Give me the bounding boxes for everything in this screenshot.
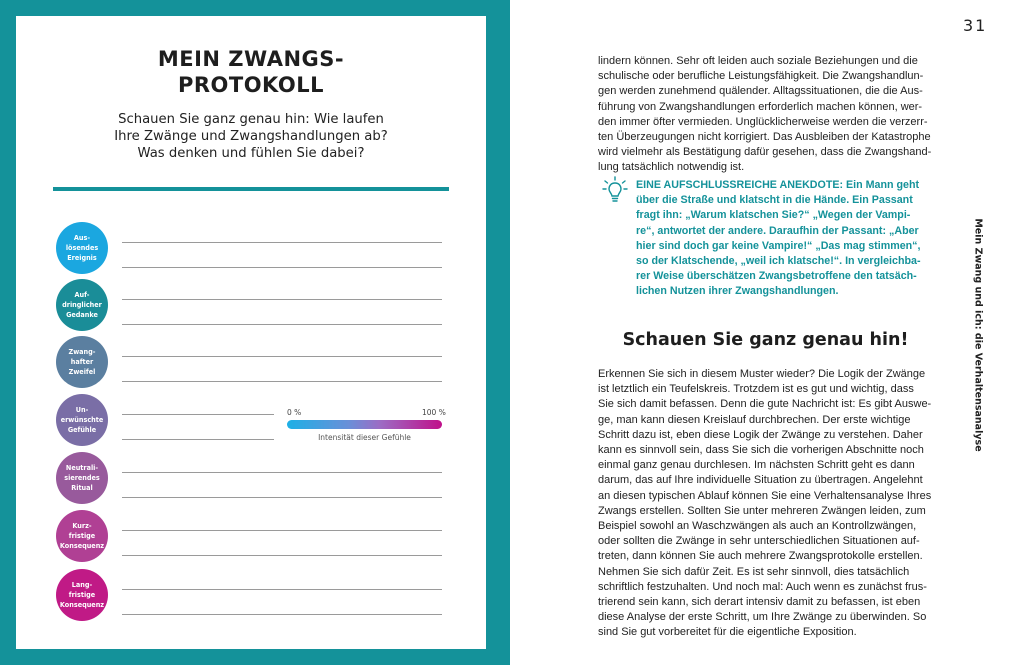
writing-line[interactable] [122, 414, 274, 415]
page-number: 31 [963, 16, 988, 35]
intensity-scale-bar [287, 420, 442, 429]
text-line: führung von Zwangshandlungen erforderlich machen können, wer- [598, 100, 923, 113]
writing-line[interactable] [122, 381, 442, 382]
text-line: ge, man kann diesen Kreislauf durchbrechen. Der erste wichtige [598, 413, 911, 426]
step-circle: Zwang- hafter Zweifel [56, 336, 108, 388]
text-line: ten Überzeugungen nicht korrigiert. Das Ausbleiben der Katastrophe [598, 131, 931, 144]
paragraph-1 [598, 54, 933, 176]
writing-line[interactable] [122, 530, 442, 531]
anecdote-line: so der Klatschende, „weil ich klatsche!“. In vergleichba- [636, 255, 921, 268]
section-heading: Schauen Sie ganz genau hin! [622, 330, 909, 350]
text-line: darum, das auf Ihre individuelle Situation zu übertragen. Angelehnt [598, 474, 923, 487]
lightbulb-icon [602, 176, 628, 204]
step-circle: Kurz- fristige Konsequenz [56, 510, 108, 562]
text-line: treten, dann können Sie auch mehrere Zwangsprotokolle erstellen. [598, 550, 923, 563]
text-line: diese Analyse der erste Schritt, um Ihre Zwänge zu überwinden. So [598, 611, 927, 624]
intro-line: Was denken und fühlen Sie dabei? [137, 146, 365, 161]
step-circle: Auf- dringlicher Gedanke [56, 279, 108, 331]
intro-line: Ihre Zwänge und Zwangshandlungen ab? [114, 129, 388, 144]
text-line: trierend sein kann, sich derart intensiv damit zu befassen, ist eben [598, 596, 921, 609]
text-line: wird vielmehr als Bestätigung dafür gesehen, dass die Zwangshand- [598, 146, 932, 159]
text-line: Nehmen Sie sich dafür Zeit. Es ist sehr sinnvoll, dies tatsächlich [598, 565, 910, 578]
intro-line: Schauen Sie ganz genau hin: Wie laufen [118, 112, 384, 127]
writing-line[interactable] [122, 242, 442, 243]
step-circle: Neutrali- sierendes Ritual [56, 452, 108, 504]
step-circle: Aus- lösendes Ereignis [56, 222, 108, 274]
text-line: den immer öfter vermieden. Unglücklicherweise werden die verzerr- [598, 115, 928, 128]
writing-line[interactable] [122, 497, 442, 498]
writing-line[interactable] [122, 299, 442, 300]
text-line: ist letztlich ein Teufelskreis. Trotzdem ist es gut und wichtig, dass [598, 383, 914, 396]
anecdote-line: über die Straße und klatscht in die Hände. Ein Passant [636, 194, 913, 207]
writing-line[interactable] [122, 439, 274, 440]
scale-max-label: 100 % [422, 408, 446, 417]
writing-line[interactable] [122, 267, 442, 268]
text-line: einmal ganz genau durchlesen. Im nächsten Schritt geht es dann [598, 459, 915, 472]
worksheet-card [16, 16, 486, 649]
writing-line[interactable] [122, 589, 442, 590]
scale-min-label: 0 % [287, 408, 302, 417]
writing-line[interactable] [122, 324, 442, 325]
running-head: Mein Zwang und ich: die Verhaltensanalyse [972, 218, 984, 452]
text-line: gen werden zunehmend quälender. Alltagssituationen, die die Aus- [598, 85, 923, 98]
text-line: an diesen typischen Ablauf können Sie eine Verhaltensanalyse Ihres [598, 489, 932, 502]
text-line: schriftlich festzuhalten. Und noch mal: Auch wenn es zunächst frus- [598, 580, 927, 593]
anecdote-box [636, 178, 936, 300]
text-line: Schritt dazu ist, eben diese Logik der Zwänge zu verstehen. Daher [598, 428, 923, 441]
teal-divider [53, 187, 449, 191]
writing-line[interactable] [122, 356, 442, 357]
step-circle: Un- erwünschte Gefühle [56, 394, 108, 446]
text-line: schulische oder berufliche Leistungsfähigkeit. Die Zwangshandlun- [598, 70, 924, 83]
anecdote-line: EINE AUFSCHLUSSREICHE ANEKDOTE: Ein Mann geht [636, 179, 920, 191]
worksheet-title-line2: PROTOKOLL [177, 73, 325, 97]
step-circle: Lang- fristige Konsequenz [56, 569, 108, 621]
text-line: kann es sinnvoll sein, dass Sie sich die vorherigen Abschnitte noch [598, 444, 924, 457]
text-line: lung tatsächlich notwendig ist. [598, 161, 745, 174]
worksheet-title [16, 46, 486, 98]
anecdote-line: fragt ihn: „Warum klatschen Sie?“ „Wegen der Vampi- [636, 209, 911, 222]
text-line: sind Sie gut vorbereitet für die eigentliche Exposition. [598, 626, 857, 639]
text-line: Sie sich damit befassen. Denn die gute Nachricht ist: Es gibt Auswe- [598, 398, 932, 411]
anecdote-line: hier sind doch gar keine Vampire!“ „Das mag stimmen“, [636, 239, 921, 252]
worksheet-title-line1: MEIN ZWANGS- [157, 47, 345, 71]
writing-line[interactable] [122, 555, 442, 556]
writing-line[interactable] [122, 614, 442, 615]
scale-caption: Intensität dieser Gefühle [318, 433, 411, 442]
text-line: Erkennen Sie sich in diesem Muster wieder? Die Logik der Zwänge [598, 368, 926, 380]
text-line: lindern können. Sehr oft leiden auch soziale Beziehungen und die [598, 55, 918, 67]
text-line: Zwangs erstellen. Sollten Sie unter mehreren Zwängen leiden, zum [598, 504, 926, 517]
text-line: oder sollten die Zwänge in sehr unterschiedlichen Situationen auf- [598, 535, 920, 548]
text-line: Beispiel sowohl an Waschzwängen als auch an Kontrollzwängen, [598, 520, 917, 533]
anecdote-line: re“, antwortet der andere. Daraufhin der Passant: „Aber [636, 224, 919, 237]
worksheet-intro [101, 111, 401, 162]
anecdote-line: rer Weise überschätzen Zwangsbetroffene den tatsäch- [636, 270, 917, 283]
writing-line[interactable] [122, 472, 442, 473]
anecdote-line: lichen Nutzen ihrer Zwangshandlungen. [636, 285, 839, 298]
paragraph-2 [598, 367, 933, 641]
